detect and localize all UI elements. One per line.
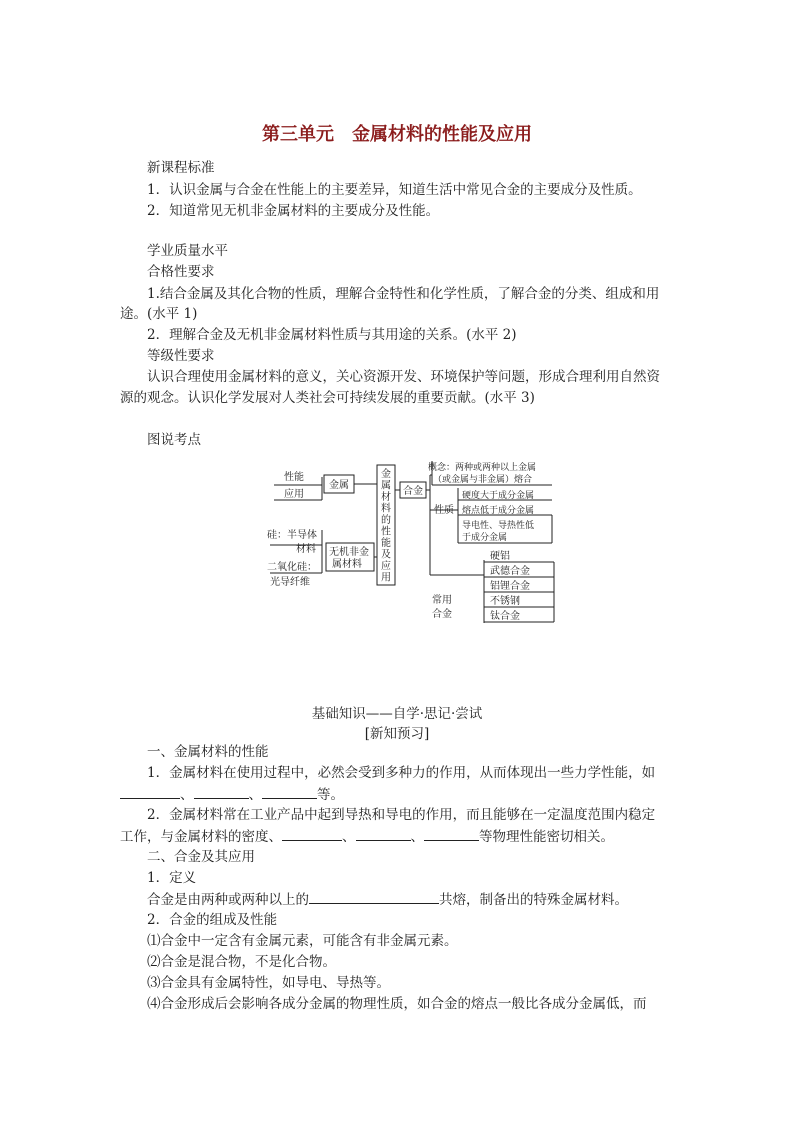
figure-heading: 图说考点 — [147, 432, 201, 448]
center-label-char: 用 — [381, 572, 391, 584]
node-jinshu: 金属 — [329, 480, 349, 491]
standard-item-1: 1．认识金属与合金在性能上的主要差异，知道生活中常见合金的主要成分及性质。 — [147, 182, 642, 198]
basic-heading: 基础知识——自学·思记·尝试 — [311, 706, 483, 722]
node-eryanghuagui: 二氧化硅： — [267, 562, 317, 573]
node-wuji-1: 无机非金 — [329, 547, 369, 558]
node-hejin: 合金 — [403, 486, 423, 497]
node-xz-3a: 导电性、导热性低 — [462, 521, 535, 531]
s2-definition: 合金是由两种或两种以上的 共熔，制备出的特殊金属材料。 — [147, 889, 707, 910]
s2-item-4: ⑷合金形成后会影响各成分金属的物理性质，如合金的熔点一般比各成分金属低，而 — [147, 996, 647, 1012]
center-label-char: 应 — [381, 561, 391, 572]
center-label-char: 金 — [381, 469, 391, 480]
fill-blank[interactable] — [309, 889, 439, 904]
standard-item-2: 2．知道常见无机非金属材料的主要成分及性能。 — [147, 203, 440, 219]
node-cailiao: 材料 — [296, 544, 316, 555]
concept-map — [262, 455, 562, 630]
fill-blank[interactable] — [282, 826, 342, 841]
alloy-item: 武德合金 — [490, 566, 530, 577]
s2-item-3: ⑶合金具有金属特性，如导电、导热等。 — [147, 975, 390, 991]
s1-para-1: 1．金属材料在使用过程中，必然会受到多种力的作用，从而体现出一些力学性能，如 — [147, 765, 656, 781]
s2-item-1: ⑴合金中一定含有金属元素，可能含有非金属元素。 — [147, 933, 458, 949]
node-gainian-2: （或金属与非金属）熔合 — [433, 475, 533, 485]
pass-item-1b: 途。(水平 1) — [120, 306, 198, 322]
s1-para-2-blanks: 工作，与金属材料的密度、 、 、 等物理性能密切相关。 — [120, 826, 680, 847]
center-label-char: 材 — [381, 492, 391, 503]
node-changyong: 常用 — [432, 595, 452, 606]
center-label-char: 能 — [381, 538, 391, 549]
s1-para-2: 2．金属材料常在工业产品中起到导热和导电的作用，而且能够在一定温度范围内稳定 — [147, 807, 656, 823]
node-wuji-2: 属材料 — [332, 559, 362, 570]
quality-heading: 学业质量水平 — [147, 243, 228, 259]
center-label-char: 的 — [381, 515, 391, 526]
node-xingzhi: 性质 — [434, 505, 454, 516]
center-label-char: 料 — [381, 503, 391, 515]
fill-blank[interactable] — [262, 784, 317, 799]
alloy-item: 不锈钢 — [490, 596, 520, 607]
pass-item-2: 2．理解合金及无机非金属材料性质与其用途的关系。(水平 2) — [147, 327, 517, 343]
s2-definition-heading: 1．定义 — [147, 870, 197, 886]
section-2-heading: 二、合金及其应用 — [147, 849, 255, 865]
basic-subheading: [新知预习] — [364, 726, 430, 742]
node-xingneng: 性能 — [284, 472, 304, 483]
s2-composition-heading: 2．合金的组成及性能 — [147, 912, 278, 928]
center-label-char: 属 — [381, 480, 391, 492]
alloy-item: 铝锂合金 — [490, 581, 530, 592]
fill-blank[interactable] — [194, 784, 249, 799]
node-gainian-1: 概念：两种或两种以上金属 — [428, 463, 537, 473]
node-xz-1: 硬度大于成分金属 — [462, 491, 535, 501]
alloy-item: 硬铝 — [490, 551, 510, 562]
grade-text-b: 源的观念。认识化学发展对人类社会可持续发展的重要贡献。(水平 3) — [120, 390, 535, 406]
fill-blank[interactable] — [120, 784, 180, 799]
pass-heading: 合格性要求 — [147, 264, 215, 280]
grade-heading: 等级性要求 — [147, 348, 215, 364]
fill-blank[interactable] — [424, 826, 479, 841]
center-vertical-label — [381, 467, 391, 584]
node-xz-3b: 于成分金属 — [462, 533, 508, 543]
node-guangdao: 光导纤维 — [270, 577, 310, 588]
s2-item-2: ⑵合金是混合物，不是化合物。 — [147, 954, 336, 970]
node-yingyong: 应用 — [284, 489, 304, 500]
node-xz-2: 熔点低于成分金属 — [462, 506, 535, 516]
node-hejin2: 合金 — [432, 609, 452, 620]
fill-blank[interactable] — [356, 826, 411, 841]
standard-heading: 新课程标准 — [147, 160, 215, 176]
alloy-item: 钛合金 — [490, 611, 520, 622]
center-label-char: 性 — [381, 526, 391, 538]
pass-item-1a: 1.结合金属及其化合物的性质，理解合金特性和化学性质，了解合金的分类、组成和用 — [147, 286, 660, 302]
page-title: 第三单元 金属材料的性能及应用 — [262, 124, 532, 145]
center-label-char: 及 — [381, 549, 391, 561]
node-gui: 硅：半导体 — [267, 530, 317, 541]
s1-para-1-blanks: 、 、 等。 — [120, 784, 680, 805]
grade-text-a: 认识合理使用金属材料的意义，关心资源开发、环境保护等问题，形成合理利用自然资 — [147, 369, 660, 385]
section-1-heading: 一、金属材料的性能 — [147, 744, 269, 760]
